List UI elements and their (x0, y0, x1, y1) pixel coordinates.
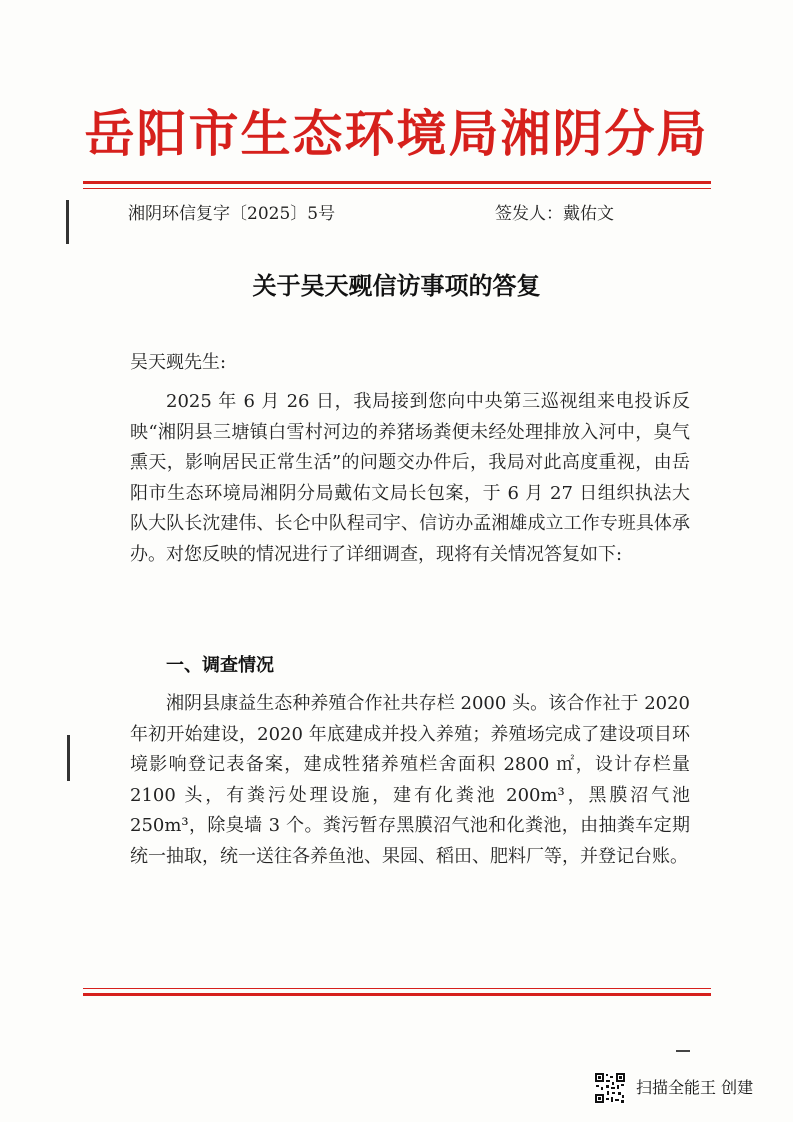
margin-binding-mark-bottom (67, 735, 70, 781)
scanner-watermark: 扫描全能王 创建 (636, 1078, 754, 1097)
section-heading-investigation: 一、调查情况 (166, 655, 274, 676)
body-paragraph-1: 2025 年 6 月 26 日，我局接到您向中央第三巡视组来电投诉反映“湘阴县三塘镇白雪村河边的养猪场粪便未经处理排放入河中，臭气熏天，影响居民正常生活”的问题交办件后，我局对此高度重视，由岳阳市生态环境局湘阴分局戴佑文局长包案，于 6 月 27 日组织执法大队大队长沈建伟、长仑中队程司宇、信访办孟湘雄成立工作专班具体承办。对您反映的情况进行了详细调查，现将有关情况答复如下: (130, 391, 690, 565)
scan-speck (676, 1050, 690, 1052)
signer-line: 签发人：戴佑文 (495, 204, 614, 224)
footer-rule-thin (83, 988, 711, 989)
header-rule-thin (83, 188, 711, 189)
document-number: 湘阴环信复字〔2025〕5号 (128, 204, 336, 224)
document-title: 关于吴天觋信访事项的答复 (252, 272, 541, 300)
salutation: 吴天觋先生: (130, 352, 227, 373)
body-paragraph-2: 湘阴县康益生态种养殖合作社共存栏 2000 头。该合作社于 2020 年初开始建设，2020 年底建成并投入养殖；养殖场完成了建设项目环境影响登记表备案，建成牲猪养殖栏舍面积 2800 ㎡，设计存栏量 2100 头，有粪污处理设施，建有化粪池 200m³，黑膜沼气池 250m³，除臭墙 3 个。粪污暂存黑膜沼气池和化粪池，由抽粪车定期统一抽取，统一送往各养鱼池、果园、稻田、肥料厂等，并登记台账。 (130, 693, 690, 867)
header-rule-thick (83, 181, 711, 184)
agency-header-title: 岳阳市生态环境局湘阴分局 (84, 104, 709, 163)
footer-rule-thick (83, 993, 711, 996)
qr-code-icon (594, 1072, 626, 1104)
margin-binding-mark-top (66, 200, 69, 244)
